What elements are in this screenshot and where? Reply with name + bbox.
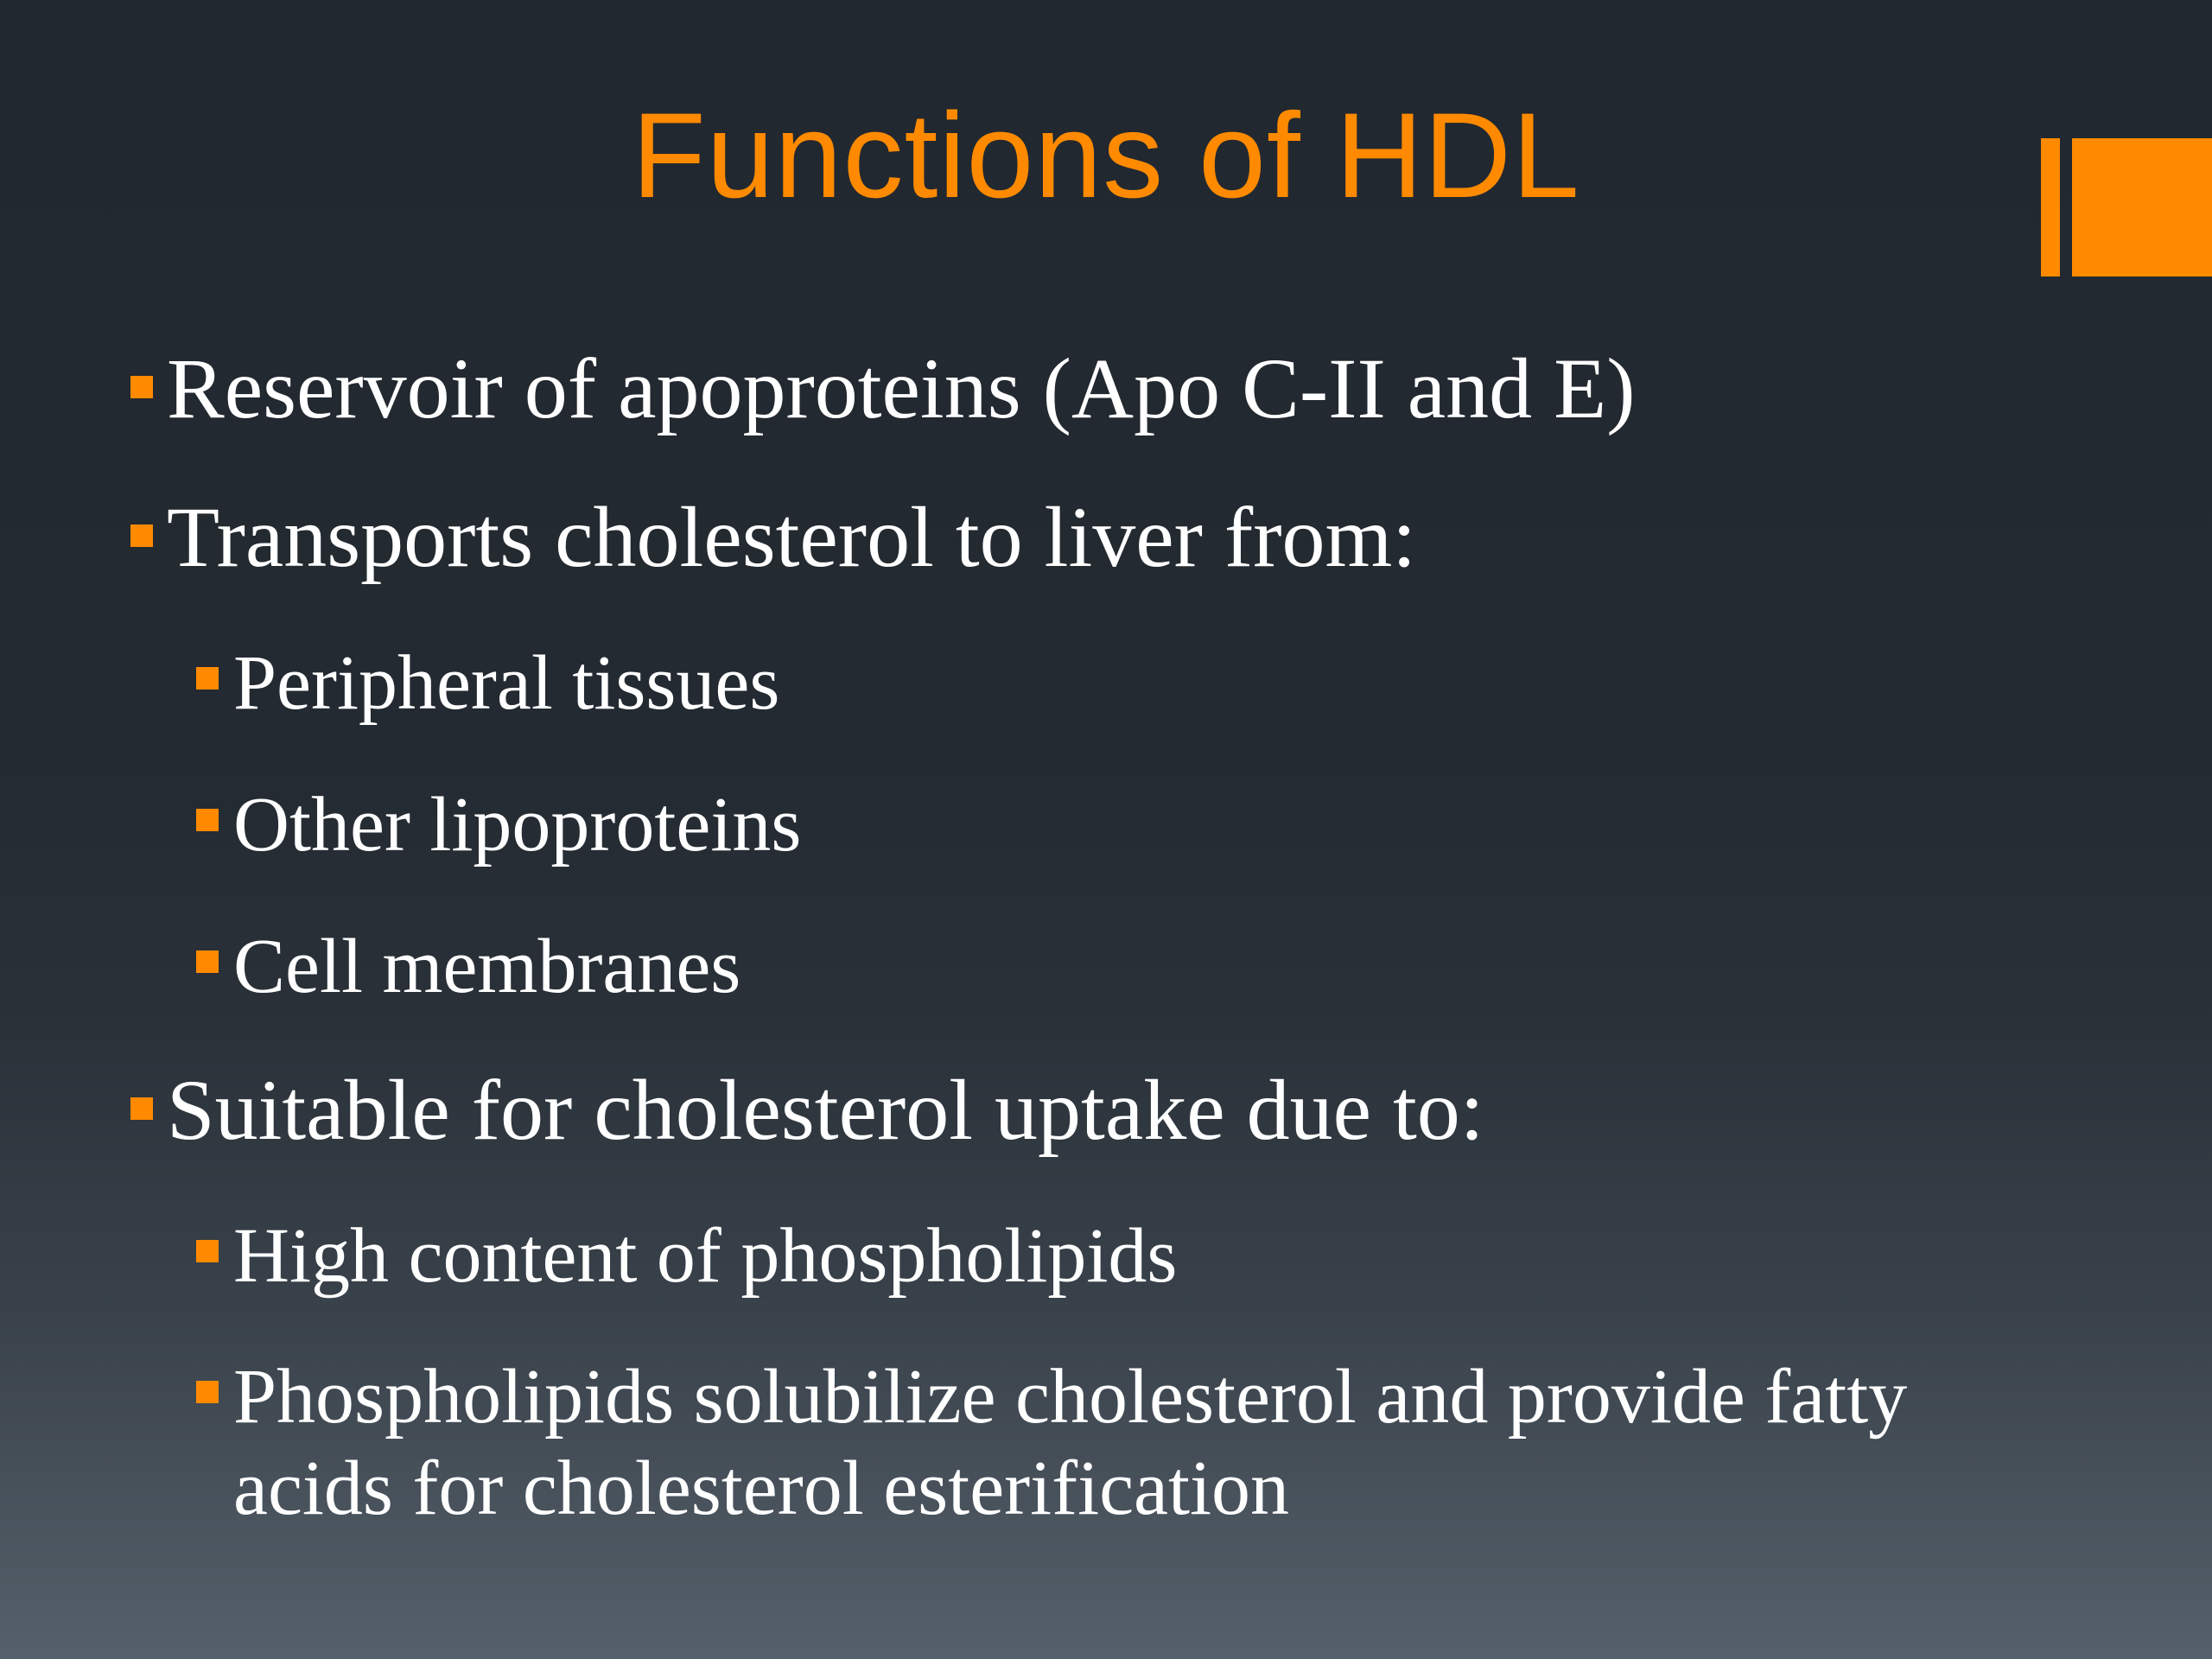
sub-bullet-item-phospholipid-content [233,1211,1177,1302]
bullet-text: Reservoir of apoproteins (Apo C-II and E) [167,340,1636,436]
bullet-text: Suitable for cholesterol uptake due to: [167,1062,1484,1158]
square-bullet-icon [196,1240,219,1262]
square-bullet-icon [196,1381,219,1403]
bullet-text: Other lipoproteins [233,782,802,868]
square-bullet-icon [196,950,219,973]
square-bullet-icon [196,667,219,690]
bullet-text: High content of phospholipids [233,1213,1178,1299]
square-bullet-icon [130,376,153,398]
bullet-text: Peripheral tissues [233,640,780,726]
square-bullet-icon [130,1097,153,1120]
bullet-item-transports [167,490,1416,585]
bullet-text: Transports cholesterol to liver from: [167,489,1417,585]
square-bullet-icon [196,809,219,831]
bullet-text: Cell membranes [233,924,741,1009]
bullet-text: Phospholipids solubilize cholesterol and provide fatty acids for cholesterol esterification [233,1354,1908,1531]
slide-title: Functions of HDL [632,87,1580,223]
sub-bullet-item-membranes [233,921,741,1013]
bullet-item-reservoir [167,341,1636,436]
square-bullet-icon [130,524,153,547]
sub-bullet-item-lipoproteins [233,779,801,871]
sub-bullet-item-peripheral [233,638,779,729]
bullet-item-suitable [167,1063,1484,1158]
sub-bullet-item-phospholipid-function [233,1351,2082,1535]
